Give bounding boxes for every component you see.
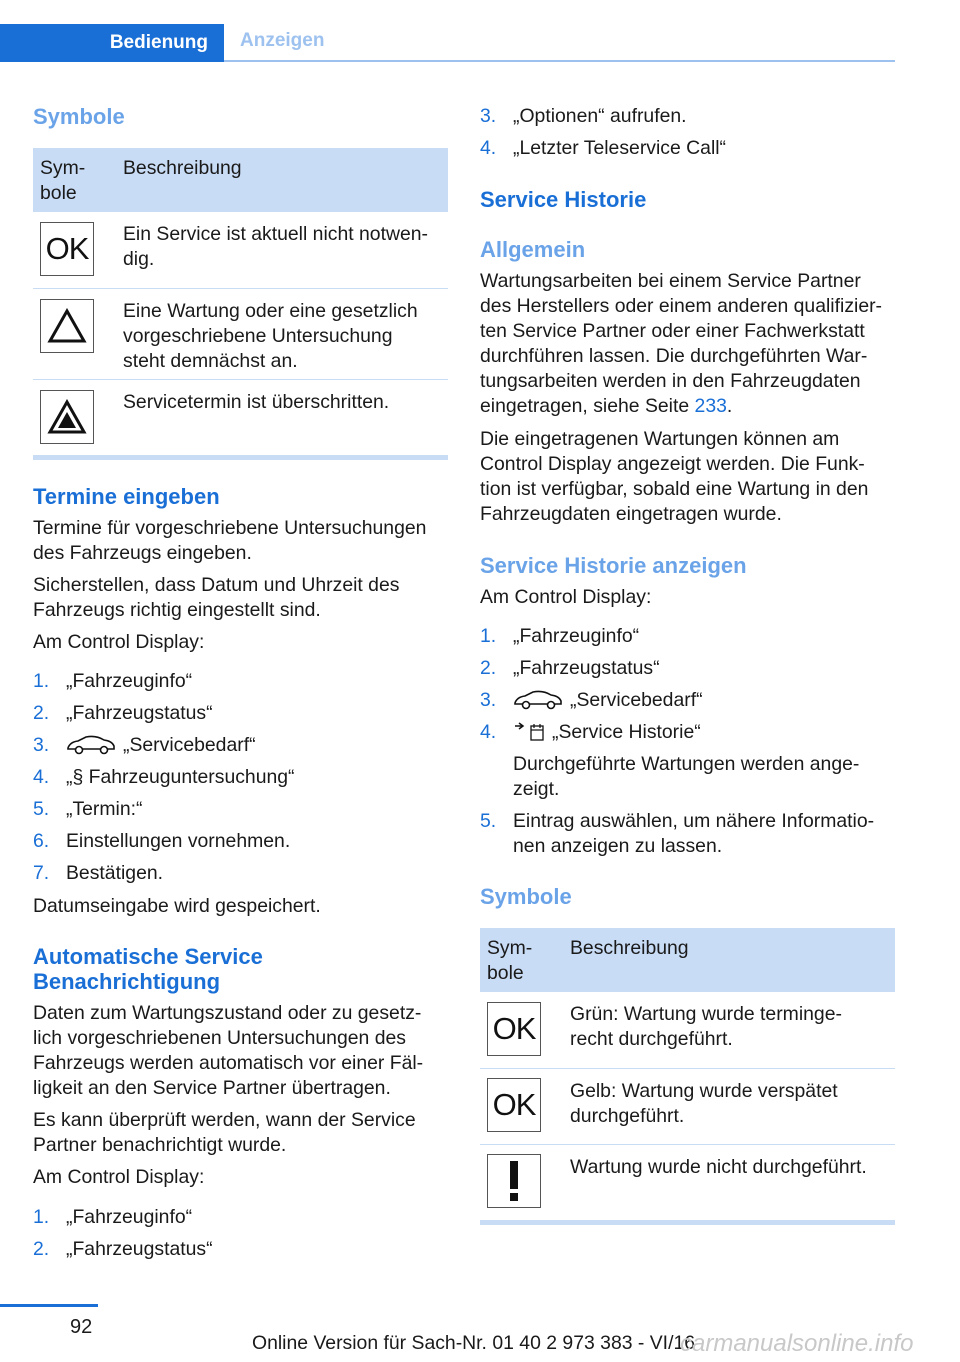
desc-line: Grün: Wartung wurde terminge- bbox=[570, 1003, 842, 1025]
list-number: 3. bbox=[480, 105, 497, 127]
list-text: „Service Historie“ bbox=[552, 721, 701, 743]
paragraph bbox=[33, 573, 399, 623]
top-navigation bbox=[0, 24, 895, 62]
list-text: „Fahrzeuginfo“ bbox=[66, 1206, 193, 1228]
list-text: „Servicebedarf“ bbox=[570, 689, 703, 711]
table-row bbox=[33, 380, 448, 456]
text-line: Durchgeführte Wartungen werden ange- bbox=[513, 753, 860, 775]
page-number-rule bbox=[0, 1304, 98, 1307]
header-symbole bbox=[487, 936, 532, 986]
header-text: bole bbox=[40, 182, 77, 204]
ok-icon: OK bbox=[40, 222, 94, 276]
text-line: Partner benachrichtigt wurde. bbox=[33, 1134, 287, 1156]
text-line: des Herstellers oder einem anderen qualifizier- bbox=[480, 295, 883, 317]
car-service-icon bbox=[513, 689, 563, 718]
list-number: 1. bbox=[33, 670, 50, 692]
paragraph bbox=[33, 1001, 423, 1101]
list-text: „§ Fahrzeuguntersuchung“ bbox=[66, 766, 295, 788]
desc-line: Eine Wartung oder eine gesetzlich bbox=[123, 300, 418, 322]
header-symbole bbox=[40, 156, 85, 206]
desc-line: dig. bbox=[123, 248, 155, 270]
row-description bbox=[123, 390, 389, 415]
list-text: Bestätigen. bbox=[66, 862, 164, 884]
list-number: 4. bbox=[480, 137, 497, 159]
section-title-symbole-2: Symbole bbox=[480, 884, 572, 909]
text-line: Sicherstellen, dass Datum und Uhrzeit des bbox=[33, 574, 400, 596]
list-text: „Fahrzeugstatus“ bbox=[66, 702, 213, 724]
list-number: 6. bbox=[33, 830, 50, 852]
text-fragment: . bbox=[726, 395, 733, 417]
watermark: carmanualsonline.info bbox=[680, 1330, 914, 1357]
text-line: nen anzeigen zu lassen. bbox=[513, 835, 723, 857]
text-line: ligkeit an den Service Partner übertragen. bbox=[33, 1077, 391, 1099]
text-line bbox=[480, 394, 882, 419]
text-line: Termine für vorgeschriebene Untersuchungen bbox=[33, 517, 427, 539]
tab-anzeigen[interactable]: Anzeigen bbox=[240, 30, 325, 51]
list-number: 4. bbox=[480, 721, 497, 743]
page-number: 92 bbox=[70, 1316, 93, 1338]
list-number: 2. bbox=[33, 702, 50, 724]
paragraph: Am Control Display: bbox=[33, 1166, 205, 1188]
text-line: ten Service Partner oder einer Fachwerkstatt bbox=[480, 320, 865, 342]
section-title-symbole: Symbole bbox=[33, 104, 125, 129]
text-line: zeigt. bbox=[513, 778, 560, 800]
table-row bbox=[33, 289, 448, 380]
section-title-allgemein: Allgemein bbox=[480, 237, 586, 262]
desc-line: Wartung wurde nicht durchgeführt. bbox=[570, 1156, 867, 1178]
row-description bbox=[570, 1002, 842, 1052]
list-number: 7. bbox=[33, 862, 50, 884]
list-number: 3. bbox=[33, 734, 50, 756]
list-text: „Servicebedarf“ bbox=[123, 734, 256, 756]
text-line: Fahrzeugs werden automatisch vor einer Fäl- bbox=[33, 1052, 424, 1074]
paragraph bbox=[33, 1108, 416, 1158]
text-line: des Fahrzeugs eingeben. bbox=[33, 542, 252, 564]
paragraph: Datumseingabe wird gespeichert. bbox=[33, 895, 321, 917]
exclamation-icon bbox=[487, 1154, 541, 1208]
paragraph bbox=[480, 427, 868, 527]
row-description bbox=[123, 299, 418, 374]
paragraph bbox=[513, 752, 859, 802]
table-header bbox=[480, 928, 895, 992]
row-description bbox=[123, 222, 428, 272]
header-beschreibung: Beschreibung bbox=[570, 937, 689, 959]
table-end-rule bbox=[33, 455, 448, 460]
tab-bedienung[interactable]: Bedienung bbox=[0, 24, 224, 62]
section-title-service-historie: Service Historie bbox=[480, 187, 647, 212]
ok-yellow-icon: OK bbox=[487, 1078, 541, 1132]
text-line: Es kann überprüft werden, wann der Service bbox=[33, 1109, 416, 1131]
table-row bbox=[480, 1069, 895, 1145]
header-text: Sym- bbox=[487, 937, 533, 959]
text-fragment: eingetragen, siehe Seite bbox=[480, 395, 695, 417]
text-line: Die eingetragenen Wartungen können am bbox=[480, 428, 840, 450]
text-line: Control Display angezeigt werden. Die Funk- bbox=[480, 453, 865, 475]
text-line: durchführen lassen. Die durchgeführten War- bbox=[480, 345, 868, 367]
list-number: 5. bbox=[33, 798, 50, 820]
list-text: „Termin:“ bbox=[66, 798, 143, 820]
list-number: 2. bbox=[480, 657, 497, 679]
table-header bbox=[33, 148, 448, 212]
paragraph bbox=[33, 516, 426, 566]
row-description bbox=[570, 1155, 867, 1180]
header-rule bbox=[224, 60, 895, 62]
list-number: 4. bbox=[33, 766, 50, 788]
header-text: bole bbox=[487, 962, 524, 984]
service-history-icon bbox=[513, 720, 547, 751]
section-title-automatische bbox=[33, 944, 263, 994]
list-number: 5. bbox=[480, 810, 497, 832]
table-row bbox=[480, 1145, 895, 1219]
list-text: „Fahrzeugstatus“ bbox=[513, 657, 660, 679]
header-text: Sym- bbox=[40, 157, 86, 179]
desc-line: Ein Service ist aktuell nicht notwen- bbox=[123, 223, 429, 245]
table-end-rule bbox=[480, 1220, 895, 1225]
list-text: „Optionen“ aufrufen. bbox=[513, 105, 687, 127]
title-line: Automatische Service bbox=[33, 944, 263, 969]
text-line: Fahrzeugs richtig eingestellt sind. bbox=[33, 599, 321, 621]
desc-line: steht demnächst an. bbox=[123, 350, 298, 372]
title-line: Benachrichtigung bbox=[33, 969, 221, 994]
text-line: Fahrzeugdaten eingetragen wurde. bbox=[480, 503, 782, 525]
desc-line: Servicetermin ist überschritten. bbox=[123, 391, 390, 413]
header-beschreibung: Beschreibung bbox=[123, 157, 242, 179]
row-description bbox=[570, 1079, 838, 1129]
list-number: 2. bbox=[33, 1238, 50, 1260]
text-line: Daten zum Wartungszustand oder zu gesetz- bbox=[33, 1002, 422, 1024]
ok-green-icon: OK bbox=[487, 1002, 541, 1056]
table-row bbox=[33, 212, 448, 289]
section-title-termine: Termine eingeben bbox=[33, 484, 220, 509]
list-text: „Letzter Teleservice Call“ bbox=[513, 137, 727, 159]
list-text: Einstellungen vornehmen. bbox=[66, 830, 291, 852]
desc-line: recht durchgeführt. bbox=[570, 1028, 733, 1050]
text-line: Eintrag auswählen, um nähere Informatio- bbox=[513, 810, 875, 832]
text-line: tungsarbeiten werden in den Fahrzeugdaten bbox=[480, 370, 861, 392]
list-number: 1. bbox=[480, 625, 497, 647]
list-number: 3. bbox=[480, 689, 497, 711]
list-text: „Fahrzeuginfo“ bbox=[66, 670, 193, 692]
paragraph: Am Control Display: bbox=[33, 631, 205, 653]
footer-text: Online Version für Sach-Nr. 01 40 2 973 383 - VI/16 bbox=[252, 1332, 696, 1354]
desc-line: durchgeführt. bbox=[570, 1105, 685, 1127]
table-row bbox=[480, 992, 895, 1069]
list-text: „Fahrzeugstatus“ bbox=[66, 1238, 213, 1260]
paragraph bbox=[480, 269, 882, 419]
list-text bbox=[513, 809, 874, 859]
list-text: „Fahrzeuginfo“ bbox=[513, 625, 640, 647]
text-line: lich vorgeschriebenen Untersuchungen des bbox=[33, 1027, 406, 1049]
desc-line: vorgeschriebene Untersuchung bbox=[123, 325, 393, 347]
text-line: Wartungsarbeiten bei einem Service Partner bbox=[480, 270, 861, 292]
page-link[interactable]: 233 bbox=[694, 395, 727, 417]
text-line: tion ist verfügbar, sobald eine Wartung in den bbox=[480, 478, 869, 500]
warning-triangle-icon bbox=[40, 299, 94, 353]
list-number: 1. bbox=[33, 1206, 50, 1228]
car-service-icon bbox=[66, 734, 116, 763]
desc-line: Gelb: Wartung wurde verspätet bbox=[570, 1080, 838, 1102]
paragraph: Am Control Display: bbox=[480, 586, 652, 608]
section-title-historie-anzeigen: Service Historie anzeigen bbox=[480, 553, 747, 578]
warning-triangle-filled-icon bbox=[40, 390, 94, 444]
